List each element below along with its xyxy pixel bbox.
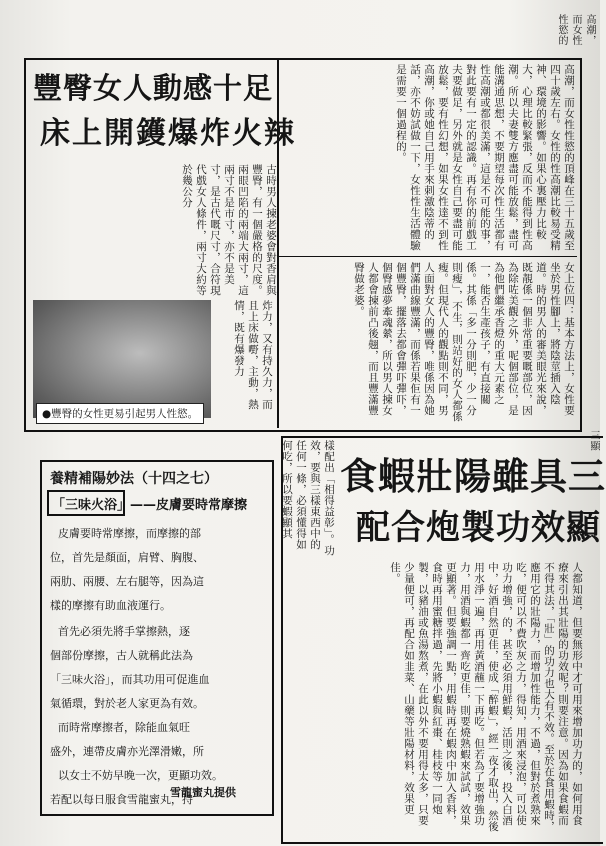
health-line-11: 以女士不妨早晚一次，更顯功效。 bbox=[58, 769, 223, 782]
health-line-5: 首先必須先將手掌擦熱，逐 bbox=[58, 625, 190, 638]
right-strip-bottom: 三顯 bbox=[588, 430, 599, 451]
health-line-7: 「三味火浴」，而其功用可促進血 bbox=[50, 673, 210, 686]
health-credit: 雪龍蜜丸提供 bbox=[170, 786, 236, 799]
health-line-12: 若配以每日服食雪龍蜜丸，持 bbox=[50, 793, 193, 806]
headline-line-2: 床上開鑊爆炸火辣 bbox=[40, 116, 296, 151]
shrimp-left-body: 樣配出「相得益彰」。功效，要與三樣東西中的任何一條，必須懂得如何吃，所以要蝦顯其 bbox=[281, 440, 335, 556]
article-photo bbox=[33, 300, 211, 418]
health-subtitle: 「三味火浴」——皮膚要時常摩擦 bbox=[52, 498, 248, 513]
top-right-body-2: 女上位四：基本方法上，女性要坐於男性腳上，將陰莖插入陰道。時的男人的審美眼光來說，既靚係一個非常重要嘅部位，因為除咗美觀之外，呢個部位，是為他們繼承香燈的重大元素之一，能否生產孩子，有直接關係。其係「多一分則肥，少一分則瘦」，不生，則站好的女人都係瘦。但現代人的觀點則不同，男人面對女人的豐臀，唯係因為她們滿曲線豐滿，而係若果佢有一個豐臀，擺落去都會彈吓彈吓，個臀感夢牽魂縈，所以男人揀女人都會揀前凸後翹，而且豐滿豐臀做老婆。 bbox=[353, 262, 575, 422]
health-line-1: 皮膚要時常摩擦，而摩擦的部 bbox=[58, 527, 201, 540]
health-line-4: 樣的摩擦有助血液運行。 bbox=[50, 599, 171, 612]
shrimp-headline-1: 食蝦壯陽雖具三 bbox=[340, 455, 606, 498]
health-line-2: 位，首先是顏面，肩臂、胸腹、 bbox=[50, 551, 204, 564]
health-line-9: 而時常摩擦者，除能血氣旺 bbox=[58, 721, 190, 734]
top-right-separator bbox=[279, 256, 577, 257]
top-left-body-1: 古時男人揀老婆會對香肩與豐臀，有一個嚴格的尺度。兩眼凹陷的兩端大兩寸，這兩寸不是市寸，亦不是美寸，是古代嘅尺寸，合符現代戲女人條件，兩寸大約等於幾公分 bbox=[181, 164, 277, 296]
health-line-6: 個部份摩擦，古人就稱此法為 bbox=[50, 649, 193, 662]
health-series-title: 養精補陽妙法（十四之七） bbox=[50, 471, 218, 487]
top-left-body-2: 炸力，又有持久力，而且上床做嘢，主動，熱情，既有爆發力 bbox=[233, 300, 273, 410]
headline-line-1: 豐臀女人動感十足 bbox=[33, 71, 274, 105]
top-right-body-1: 高潮，而女性性慾的頂峰在三十五歲至四十歲左右。女性的性高潮比較易受精神、環境的影響。如果心裏壓力比較大，心理比較緊張，反而不能得到性高潮。所以夫妻雙方應盡可能放鬆，盡可能溝通思想，不要期望每次性生活都有性高潮或都很美滿，這是不可能的事，對此要有一定的認識。再有你的前戲工夫要做足，另外就是女性自己要盡可能放鬆，要有性幻想，如果女性達不到性高潮，你或她自己用手來刺激陰蒂的話，亦不妨試做一下，女性性生活體驗是需要一個過程的。 bbox=[395, 64, 575, 251]
shrimp-headline-2: 配合炮製功效顯 bbox=[356, 508, 601, 548]
health-line-8: 氣循環，對於老人家更為有效。 bbox=[50, 697, 204, 710]
health-line-3: 兩肋、兩腰、左右腿等，因為這 bbox=[50, 575, 204, 588]
photo-caption: ●豐臀的女性更易引起男人性慾。 bbox=[36, 403, 204, 424]
health-line-10: 盛外，連帶皮膚亦光澤滑嫩，所 bbox=[50, 745, 204, 758]
shrimp-lower-body: 人都知道，但要無形中才可用來增加功力的，如何用食療來引出其壯陽的功效呢？則要注意。因為如果食蝦而不得其法，「壯」的功力也大有不效。至於在食用蝦時，應用它的壯陽力，而增加性能力，不過，但對於煮熟來吃，便可以不費吹灰之力，得知，用酒來浸泡，可以使功力增強，的，甚至必須用鮮蝦，活則之後，投入白酒中，好酒自然更佳，使成「醉蝦」，經一夜才取出，然後用水淨一遍，再用黃酒蘸一下再吃。但若為了要增強功力，用酒與蝦都一齊吃更佳，則要燒熟蝦來試試，效果更顯著。但要強調一點，用蝦時再在蝦肉中加入香料，食時再用蜜糖拌過，先將小蝦與紅棗、桂枝等一同炮製，以豬油或魚湯熬煮，在此以外不要用得太多，只要少量便可，再配合如韭菜、山藥等壯陽材料，效果更佳。 bbox=[389, 562, 583, 832]
right-strip-top: 高潮，而女性性慾的 bbox=[556, 14, 595, 46]
